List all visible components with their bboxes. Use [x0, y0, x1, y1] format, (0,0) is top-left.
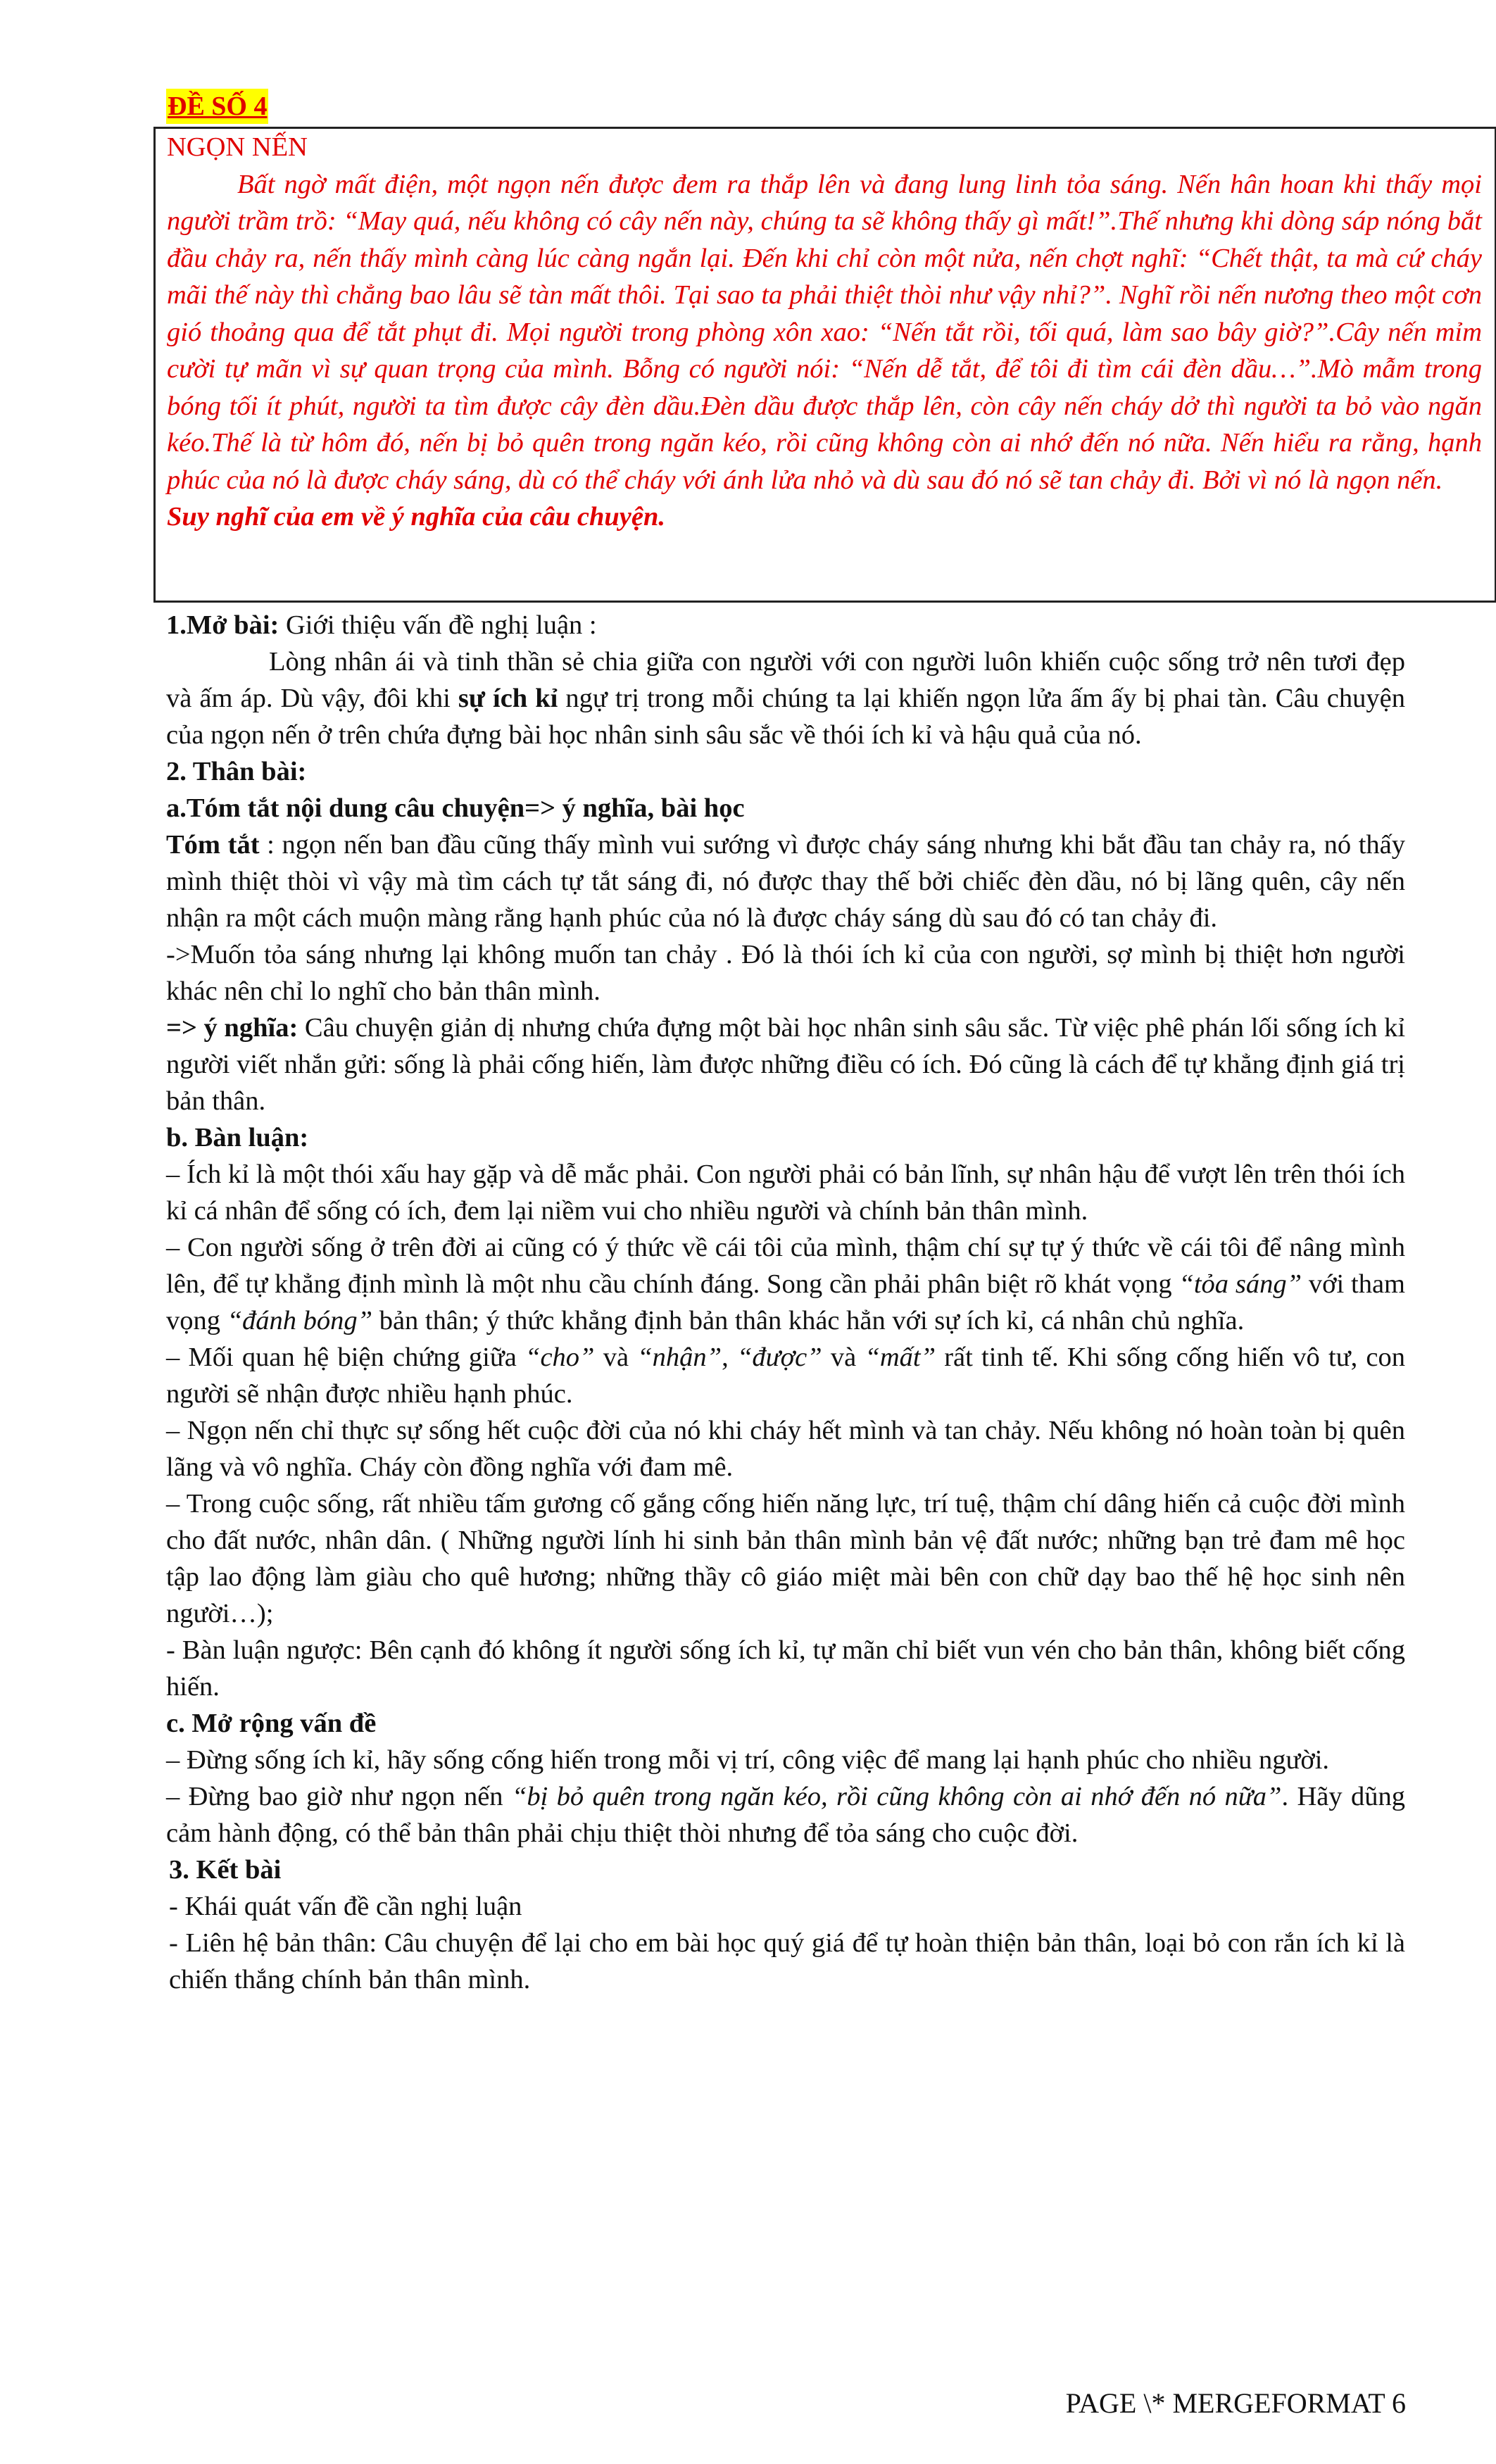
discussion-text: và [594, 1343, 638, 1372]
section-b-heading: b. Bàn luận: [166, 1123, 309, 1152]
summary-text: : ngọn nến ban đầu cũng thấy mình vui sướng vì được cháy sáng nhưng khi bắt đầu tan chảy ra, nó thấy mình thiệt thòi vì vậy mà tìm cách tự tắt sáng đi, nó được thay thế bởi chiếc đèn dầu, nó bị lãng quên, cây nến nhận ra một cách muộn màng rằng hạnh phúc của nó là được cháy sáng dù sau đó có tan chảy đi. [166, 830, 1405, 933]
essay-outline [166, 607, 1405, 1998]
summary-paragraph [166, 826, 1405, 936]
arrow-paragraph: ->Muốn tỏa sáng nhưng lại không muốn tan chảy . Đó là thói ích kỉ của con người, sợ mình bị thiệt hơn người khác nên chỉ lo nghĩ cho bản thân mình. [166, 940, 1405, 1006]
extension-point-2 [166, 1778, 1405, 1852]
discussion-text: , [722, 1343, 737, 1372]
discussion-italic: “nhận” [637, 1343, 722, 1372]
page-footer: PAGE \* MERGEFORMAT 6 [1065, 2387, 1406, 2419]
discussion-text: rất tinh tế. Khi sống cống hiến vô tư, con người sẽ nhận được nhiều hạnh phúc. [166, 1343, 1406, 1409]
extension-italic: “bị bỏ quên trong ngăn kéo, rồi cũng không còn ai nhớ đến nó nữa” [511, 1782, 1282, 1811]
intro-paragraph-part: Lòng nhân ái và tinh thần sẻ chia giữa con người với con người luôn khiến cuộc sống trở nên tươi đẹp và ấm áp. Dù vậy, đôi khi [166, 647, 1405, 713]
section-c-heading: c. Mở rộng vấn đề [166, 1709, 377, 1738]
discussion-italic: “mất” [865, 1343, 936, 1372]
intro-heading [166, 607, 1405, 643]
exam-heading: ĐỀ SỐ 4 [166, 89, 268, 124]
discussion-point-6: - Bàn luận ngược: Bên cạnh đó không ít người sống ích kỉ, tự mãn chỉ biết vun vén cho bản thân, không biết cống hiến. [166, 1635, 1405, 1702]
discussion-point-1: – Ích kỉ là một thói xấu hay gặp và dễ mắc phải. Con người phải có bản lĩnh, sự nhân hậu để vượt lên trên thói ích kỉ cá nhân để sống có ích, đem lại niềm vui cho nhiều người và chính bản thân mình. [166, 1159, 1405, 1226]
meaning-text: Câu chuyện giản dị nhưng chứa đựng một bài học nhân sinh sâu sắc. Từ việc phê phán lối sống ích kỉ người viết nhắn gửi: sống là phải cống hiến, làm được những điều có ích. Đó cũng là cách để tự khẳng định giá trị bản thân. [166, 1013, 1406, 1116]
discussion-italic: “được” [736, 1343, 822, 1372]
story-text: Bất ngờ mất điện, một ngọn nến được đem ra thắp lên và đang lung linh tỏa sáng. Nến hân hoan khi thấy mọi người trầm trồ: “May quá, nếu không có cây nến này, chúng ta sẽ không thấy gì mất!”.Thế nhưng khi dòng sáp nóng bắt đầu chảy ra, nến thấy mình càng lúc càng ngắn lại. Đến khi chỉ còn một nửa, nến chợt nghĩ: “Chết thật, ta mà cứ cháy mãi thế này thì chẳng bao lâu sẽ tàn mất thôi. Tại sao ta phải thiệt thòi như vậy nhỉ?”. Nghĩ rồi nến nương theo một cơn gió thoảng qua để tắt phụt đi. Mọi người trong phòng xôn xao: “Nến tắt rồi, tối quá, làm sao bây giờ?”.Cây nến mỉm cười tự mãn vì sự quan trọng của mình. Bỗng có người nói: “Nến dễ tắt, để tôi đi tìm cái đèn dầu…”.Mò mẫm trong bóng tối ít phút, người ta tìm được cây đèn dầu.Đèn dầu được thắp lên, còn cây nến cháy dở thì người ta bỏ vào ngăn kéo.Thế là từ hôm đó, nến bị bỏ quên trong ngăn kéo, rồi cũng không còn ai nhớ đến nó nữa. Nến hiểu ra rằng, hạnh phúc của nó là được cháy sáng, dù có thể cháy với ánh lửa nhỏ và dù sau đó nó sẽ tan chảy đi. Bởi vì nó là ngọn nến. [167, 169, 1482, 495]
discussion-point-4: – Ngọn nến chỉ thực sự sống hết cuộc đời của nó khi cháy hết mình và tan chảy. Nếu không nó hoàn toàn bị quên lãng và vô nghĩa. Cháy còn đồng nghĩa với đam mê. [166, 1416, 1405, 1482]
discussion-text: và [822, 1343, 865, 1372]
intro-paragraph-part: ngự trị trong mỗi chúng ta lại khiến ngọn lửa ấm ấy bị phai tàn. Câu chuyện của ngọn nến ở trên chứa đựng bài học nhân sinh sâu sắc về thói ích kỉ và hậu quả của nó. [166, 684, 1405, 750]
intro-paragraph-bold: sự ích kỉ [458, 684, 558, 713]
discussion-text: – Mối quan hệ biện chứng giữa [166, 1343, 526, 1372]
discussion-italic: “đánh bóng” [227, 1306, 373, 1335]
meaning-paragraph [166, 1010, 1405, 1119]
discussion-point-2 [166, 1229, 1405, 1339]
discussion-text: bản thân; ý thức khẳng định bản thân khác hẳn với sự ích kỉ, cá nhân chủ nghĩa. [372, 1306, 1245, 1335]
intro-paragraph [166, 643, 1405, 753]
conclusion-point-1: - Khái quát vấn đề cần nghị luận [169, 1892, 522, 1921]
intro-label: 1.Mở bài: [166, 610, 279, 640]
extension-text: . Hãy dũng cảm hành động, có thể bản thân phải chịu thiệt thòi nhưng để tỏa sáng cho cuộc đời. [166, 1782, 1405, 1848]
discussion-italic: “tỏa sáng” [1178, 1269, 1302, 1299]
conclusion-heading: 3. Kết bài [169, 1855, 282, 1885]
extension-point-1: – Đừng sống ích kỉ, hãy sống cống hiến trong mỗi vị trí, công việc để mang lại hạnh phúc cho nhiều người. [166, 1745, 1330, 1775]
extension-text: – Đừng bao giờ như ngọn nến [166, 1782, 512, 1811]
discussion-italic: “cho” [525, 1343, 595, 1372]
section-a-heading: a.Tóm tắt nội dung câu chuyện=> ý nghĩa, bài học [166, 793, 745, 823]
summary-label: Tóm tắt [166, 830, 260, 860]
discussion-text: – Con người sống ở trên đời ai cũng có ý thức về cái tôi của mình, thậm chí sự tự ý thức về cái tôi để nâng mình lên, để tự khẳng định mình là một nhu cầu chính đáng. Song cần phải phân biệt rõ khát vọng [166, 1233, 1405, 1299]
essay-question: Suy nghĩ của em về ý nghĩa của câu chuyện. [167, 502, 666, 532]
story-box [153, 127, 1496, 603]
body-heading: 2. Thân bài: [166, 757, 307, 786]
intro-text: Giới thiệu vấn đề nghị luận : [279, 610, 597, 640]
conclusion-point-2: - Liên hệ bản thân: Câu chuyện để lại cho em bài học quý giá để tự hoàn thiện bản thân, loại bỏ con rắn ích kỉ là chiến thắng chính bản thân mình. [169, 1928, 1405, 1994]
discussion-point-3 [166, 1339, 1405, 1412]
story-title: NGỌN NẾN [167, 132, 308, 162]
discussion-text: với tham vọng [166, 1269, 1405, 1335]
discussion-point-5: – Trong cuộc sống, rất nhiều tấm gương cố gắng cống hiến năng lực, trí tuệ, thậm chí dâng hiến cả cuộc đời mình cho đất nước, nhân dân. ( Những người lính hi sinh bản thân mình bản vệ đất nước; những bạn trẻ đam mê học tập lao động làm giàu cho quê hương; những thầy cô giáo miệt mài bên con chữ dạy bao thế hệ học sinh nên người…); [166, 1489, 1405, 1628]
meaning-label: => ý nghĩa: [166, 1013, 298, 1043]
